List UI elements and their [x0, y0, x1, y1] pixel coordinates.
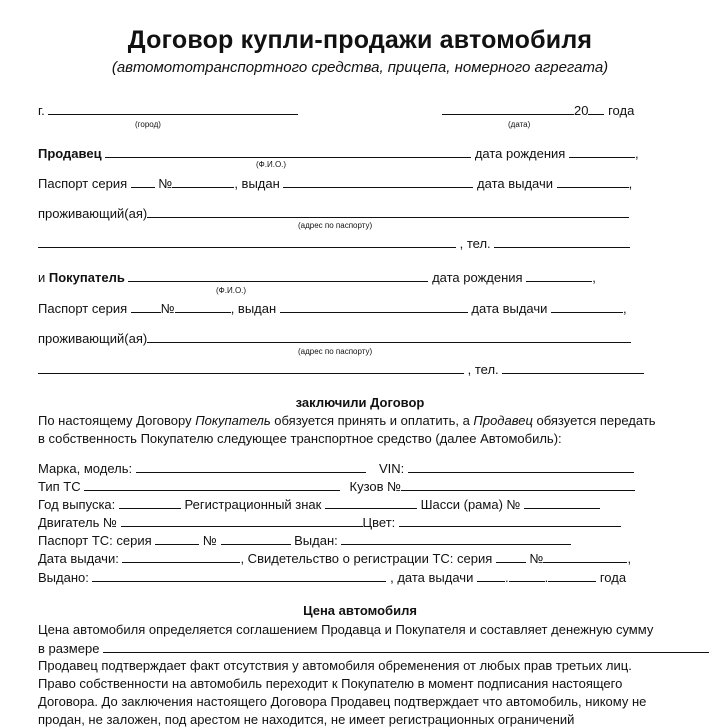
- cert-issue-date-label: , дата выдачи: [390, 570, 474, 585]
- engine-label: Двигатель №: [38, 515, 117, 530]
- agreement-p1-a: По настоящему Договору: [38, 413, 196, 428]
- buyer-passport-label: Паспорт серия: [38, 301, 128, 316]
- agreement-paragraph-2: в собственность Покупателю следующее транспортное средство (далее Автомобиль):: [38, 431, 562, 446]
- seller-phone-label: , тел.: [459, 236, 491, 251]
- pts-issue-date-label: Дата выдачи:: [38, 551, 119, 566]
- body-blank[interactable]: [401, 478, 635, 491]
- seller-issue-date-blank[interactable]: [557, 175, 629, 188]
- seller-address-row: [38, 205, 629, 222]
- cert-number-label: №: [529, 551, 544, 566]
- year-prefix: 20: [574, 103, 589, 118]
- seller-birth-label: дата рождения: [474, 146, 566, 161]
- type-label: Тип ТС: [38, 479, 81, 494]
- buyer-series-blank[interactable]: [131, 300, 161, 313]
- make-model-blank[interactable]: [136, 460, 366, 473]
- color-blank[interactable]: [399, 514, 621, 527]
- pts-issue-date-blank[interactable]: [122, 550, 240, 563]
- buyer-issued-label: , выдан: [230, 301, 277, 316]
- price-line-6: продан, не заложен, под арестом не находится, не имеет регистрационных ограничений: [38, 712, 575, 727]
- buyer-phone-row: [38, 361, 644, 378]
- buyer-birth-blank[interactable]: [526, 269, 592, 282]
- seller-issue-date-label: дата выдачи: [477, 176, 554, 191]
- agreement-p1-c: обязуется передать: [532, 413, 656, 428]
- price-heading: Цена автомобиля: [303, 603, 417, 618]
- cert-day-blank[interactable]: [477, 569, 505, 582]
- seller-passport-label: Паспорт серия: [38, 176, 128, 191]
- seller-label: Продавец: [38, 146, 102, 161]
- seller-fio-blank[interactable]: [105, 145, 471, 158]
- type-blank[interactable]: [84, 478, 340, 491]
- year-blank-vehicle[interactable]: [119, 496, 181, 509]
- chassis-label: Шасси (рама) №: [420, 497, 521, 512]
- vin-label: VIN:: [378, 461, 405, 476]
- date-hint: (дата): [508, 120, 531, 129]
- agreement-p1-b: обязуется принять и оплатить, а: [270, 413, 474, 428]
- reg-sign-blank[interactable]: [325, 496, 417, 509]
- pts-series-blank[interactable]: [155, 532, 199, 545]
- cert-series-blank[interactable]: [496, 550, 526, 563]
- seller-phone-blank[interactable]: [494, 235, 630, 248]
- seller-series-blank[interactable]: [131, 175, 155, 188]
- buyer-fio-blank[interactable]: [128, 269, 428, 282]
- seller-birth-blank[interactable]: [569, 145, 635, 158]
- buyer-passport-row: Паспорт серия № , выдан дата выдачи ,: [38, 301, 627, 316]
- price-line-1: Цена автомобиля определяется соглашением Продавца и Покупателя и составляет денежную сумму: [38, 622, 654, 637]
- vehicle-cert-row: Дата выдачи: , Свидетельство о регистрации ТС: серия № ,: [38, 551, 632, 566]
- cert-issued-blank[interactable]: [92, 569, 386, 582]
- seller-residing-label: проживающий(ая): [38, 206, 148, 221]
- buyer-address-row: [38, 330, 631, 347]
- seller-passport-row: Паспорт серия № , выдан дата выдачи ,: [38, 176, 633, 191]
- buyer-address-hint: (адрес по паспорту): [298, 347, 373, 356]
- seller-number-blank[interactable]: [172, 175, 234, 188]
- price-line-4: Право собственности на автомобиль переходит к Покупателю в момент подписания настоящего: [38, 676, 623, 691]
- color-label: Цвет:: [362, 515, 396, 530]
- pts-number-label: №: [202, 533, 217, 548]
- cert-number-blank[interactable]: [543, 550, 627, 563]
- price-line-3: Продавец подтверждает факт отсутствия у автомобиля обременения от любых прав третьих лиц.: [38, 658, 632, 673]
- buyer-address-blank[interactable]: [147, 330, 631, 343]
- agreement-buyer-word: Покупатель: [195, 413, 271, 428]
- agreement-paragraph-1: [38, 413, 656, 429]
- year-blank[interactable]: [588, 102, 604, 115]
- cert-label: , Свидетельство о регистрации ТС: серия: [240, 551, 493, 566]
- vehicle-type-row: [38, 478, 635, 495]
- cert-year-blank[interactable]: [548, 569, 596, 582]
- date-blank[interactable]: [442, 102, 574, 115]
- body-label: Кузов №: [349, 479, 402, 494]
- agreement-seller-word: Продавец: [473, 413, 533, 428]
- engine-blank[interactable]: [121, 514, 363, 527]
- buyer-issue-date-label: дата выдачи: [471, 301, 548, 316]
- document-subtitle: (автомототранспортного средства, прицепа, номерного агрегата): [111, 59, 609, 76]
- buyer-issued-blank[interactable]: [280, 300, 468, 313]
- seller-phone-row: [38, 235, 630, 252]
- agreement-heading: заключили Договор: [295, 395, 425, 410]
- buyer-phone-blank[interactable]: [502, 361, 644, 374]
- pts-issued-label: Выдан:: [294, 533, 338, 548]
- seller-address2-blank[interactable]: [38, 235, 456, 248]
- city-field[interactable]: [38, 102, 298, 119]
- buyer-fio-hint: (Ф.И.О.): [216, 286, 247, 295]
- seller-issued-label: , выдан: [234, 176, 280, 191]
- cert-year-word: года: [599, 570, 627, 585]
- buyer-issue-date-blank[interactable]: [551, 300, 623, 313]
- buyer-prefix: и: [38, 270, 46, 285]
- pts-issued-blank[interactable]: [341, 532, 571, 545]
- buyer-address2-blank[interactable]: [38, 361, 464, 374]
- seller-issued-blank[interactable]: [283, 175, 473, 188]
- vehicle-pts-row: [38, 532, 571, 549]
- buyer-number-label: №: [160, 301, 175, 316]
- buyer-label: Покупатель: [48, 270, 125, 285]
- vehicle-make-row: [38, 460, 634, 477]
- buyer-residing-label: проживающий(ая): [38, 331, 148, 346]
- year-label: Год выпуска:: [38, 497, 116, 512]
- buyer-birth-label: дата рождения: [432, 270, 523, 285]
- price-line-2: [38, 640, 709, 657]
- make-model-label: Марка, модель:: [38, 461, 133, 476]
- price-amount-blank[interactable]: [103, 640, 709, 653]
- seller-address-hint: (адрес по паспорту): [298, 221, 373, 230]
- city-hint: (город): [135, 120, 161, 129]
- seller-number-label: №: [158, 176, 173, 191]
- vehicle-issued-row: Выдано: , дата выдачи . . года: [38, 570, 627, 585]
- cert-month-blank[interactable]: [509, 569, 545, 582]
- pts-series-label: Паспорт ТС: серия: [38, 533, 152, 548]
- buyer-row: и Покупатель дата рождения ,: [38, 270, 596, 285]
- buyer-phone-label: , тел.: [467, 362, 499, 377]
- document-title: Договор купли-продажи автомобиля: [127, 26, 593, 54]
- date-field[interactable]: [442, 102, 634, 119]
- cert-issued-label: Выдано:: [38, 570, 89, 585]
- vehicle-engine-row: [38, 514, 621, 531]
- city-blank[interactable]: [48, 102, 298, 115]
- seller-row: Продавец дата рождения ,: [38, 146, 639, 161]
- pts-number-blank[interactable]: [221, 532, 291, 545]
- year-suffix: года: [608, 103, 635, 118]
- city-prefix: г.: [38, 103, 45, 118]
- vin-blank[interactable]: [408, 460, 634, 473]
- seller-address-blank[interactable]: [147, 205, 629, 218]
- vehicle-year-row: [38, 496, 600, 513]
- price-line-5: Договора. До заключения настоящего Договора Продавец подтверждает что автомобиль, никому не: [38, 694, 647, 709]
- chassis-blank[interactable]: [524, 496, 600, 509]
- buyer-number-blank[interactable]: [175, 300, 231, 313]
- reg-sign-label: Регистрационный знак: [184, 497, 322, 512]
- price-amount-label: в размере: [38, 641, 100, 656]
- seller-fio-hint: (Ф.И.О.): [256, 160, 287, 169]
